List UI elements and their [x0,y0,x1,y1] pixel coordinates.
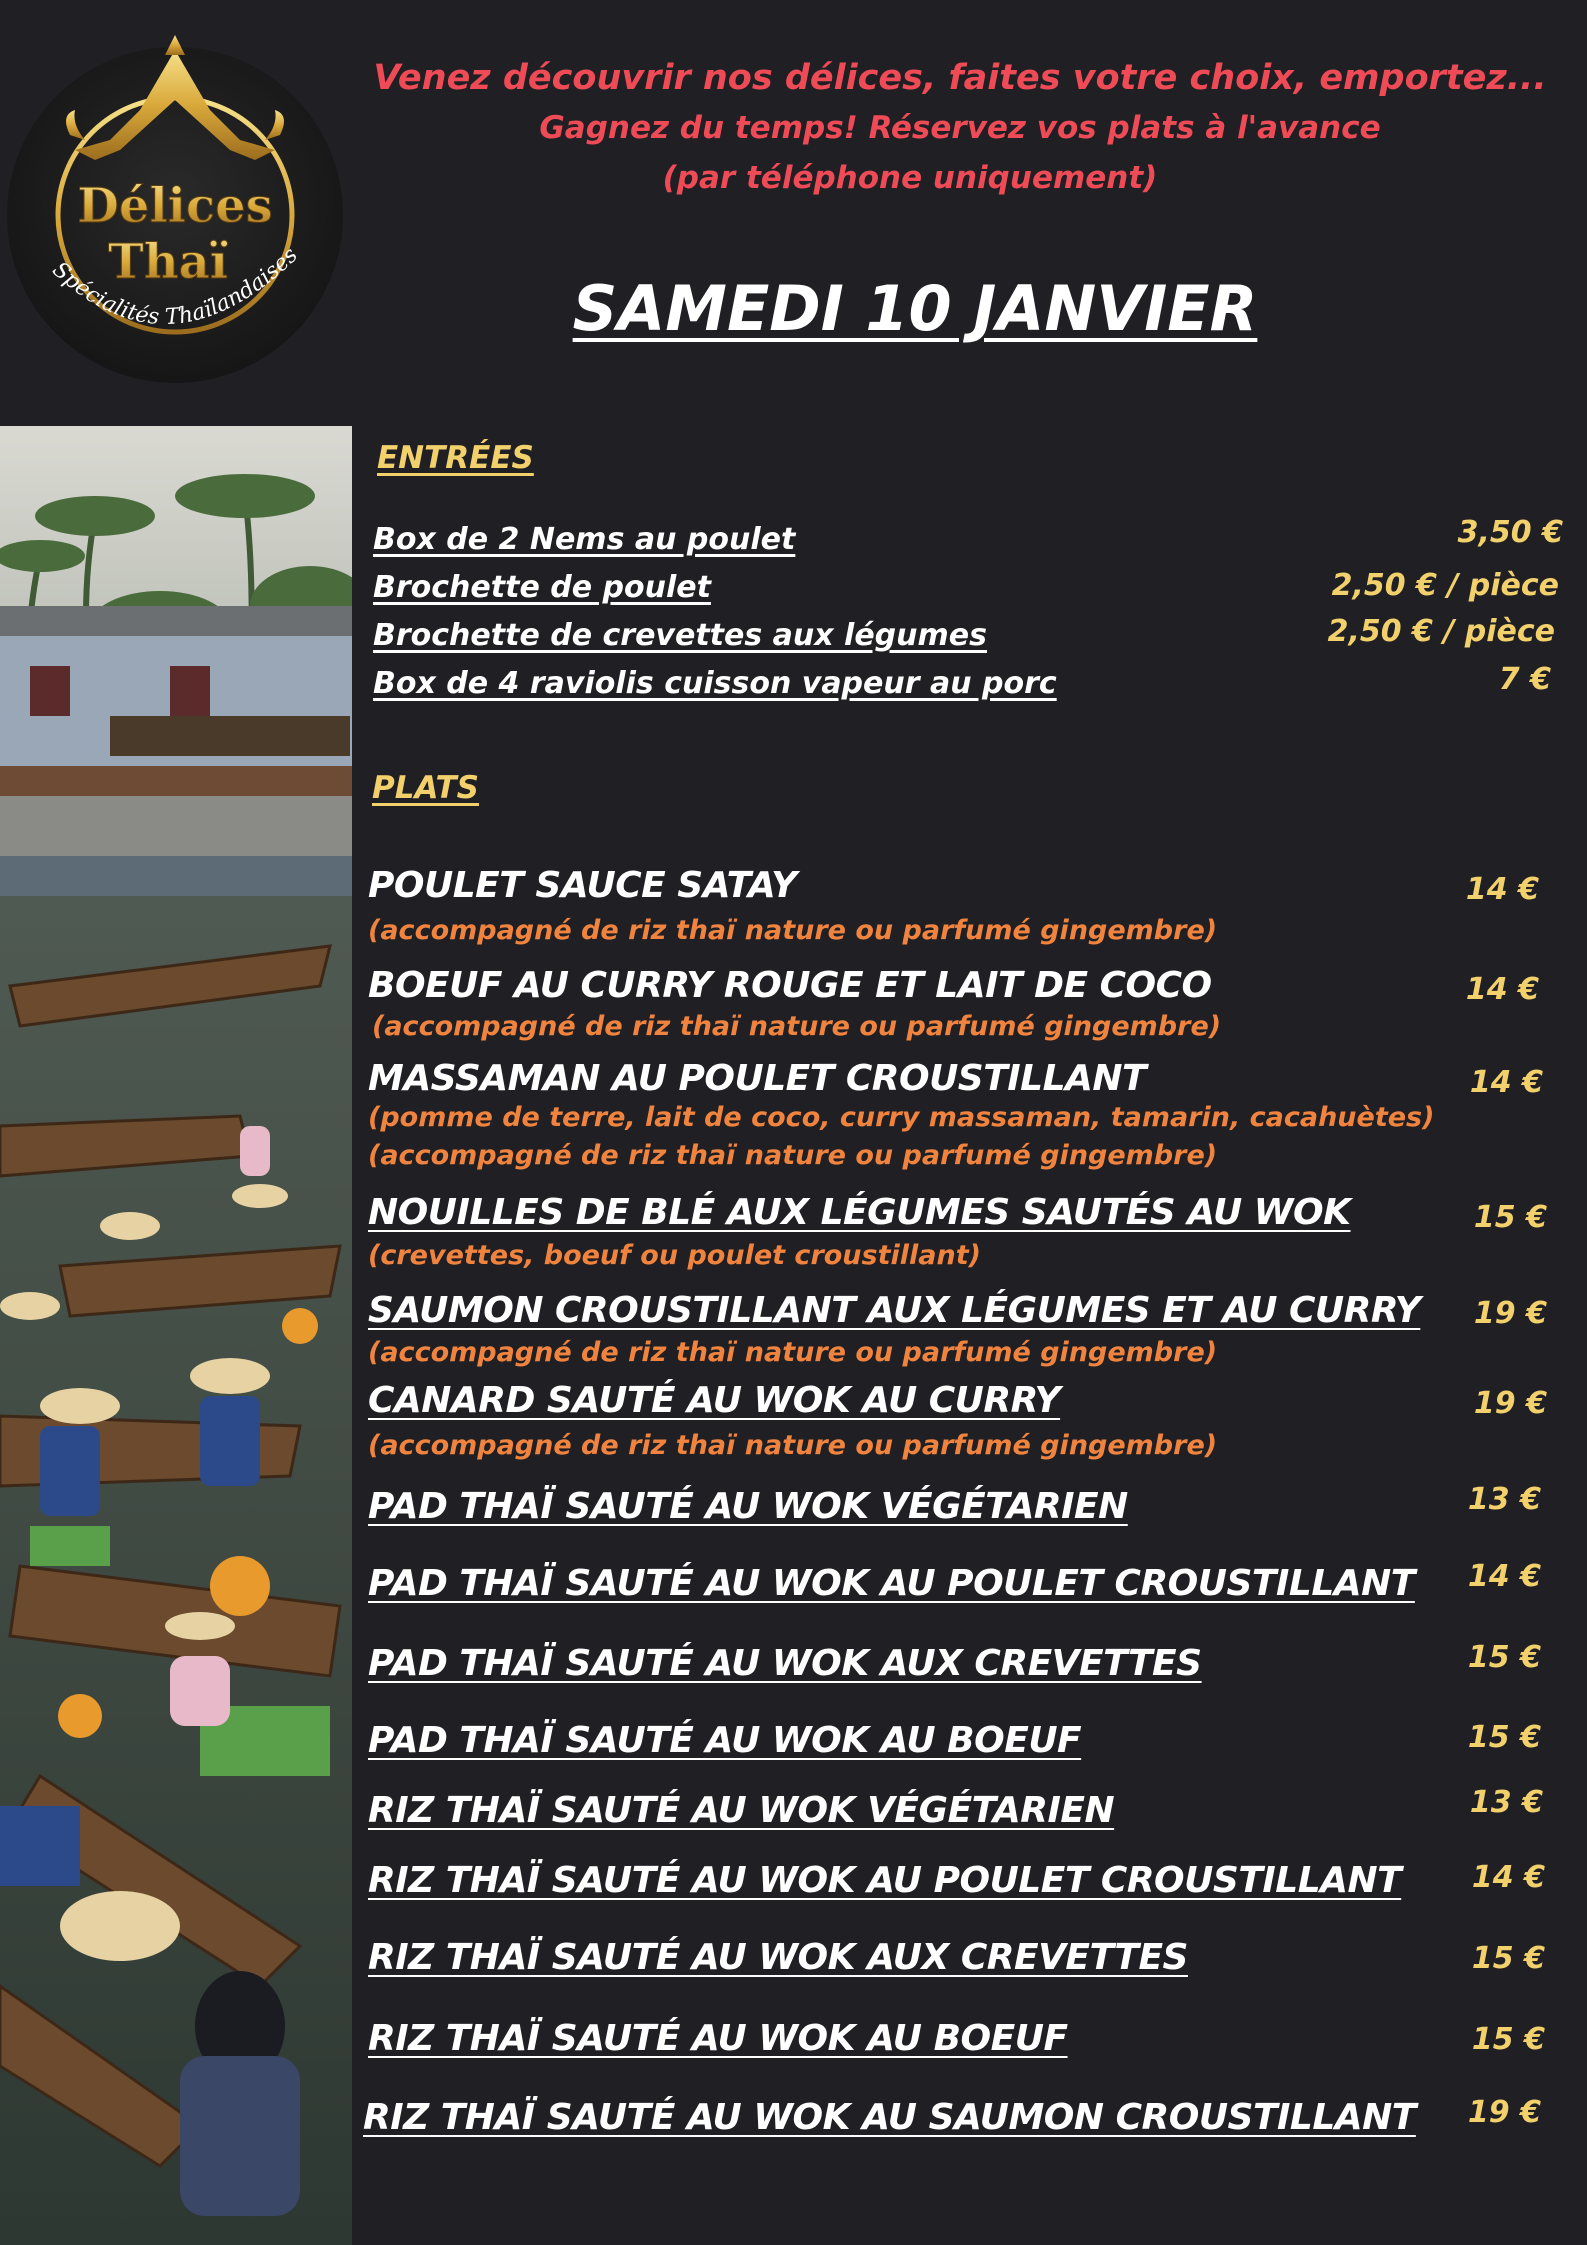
dish-note: (accompagné de riz thaï nature ou parfumé gingembre) [368,1430,1218,1461]
dish-price: 19 € [1473,1386,1547,1421]
dish-price: 13 € [1467,1482,1541,1517]
dish-note: (accompagné de riz thaï nature ou parfumé gingembre) [372,1011,1222,1042]
dish-name: RIZ THAÏ SAUTÉ AU WOK VÉGÉTARIEN [368,1790,1115,1831]
dish-price: 19 € [1467,2095,1541,2130]
section-title-mains: PLATS [372,770,479,806]
tagline-reserve: Gagnez du temps! Réservez vos plats à l'avance [539,110,1381,146]
section-title-starters: ENTRÉES [377,440,534,476]
starter-price: 2,50 € / pièce [1331,568,1559,603]
dish-price: 15 € [1471,1941,1545,1976]
dish-price: 19 € [1473,1296,1547,1331]
dish-price: 13 € [1469,1785,1543,1820]
dish-name: CANARD SAUTÉ AU WOK AU CURRY [368,1380,1061,1421]
logo-subtitle: Spécialités Thaïlandaises [47,242,303,331]
dish-name: PAD THAÏ SAUTÉ AU WOK AU POULET CROUSTILLANT [368,1563,1415,1604]
dish-name: NOUILLES DE BLÉ AUX LÉGUMES SAUTÉS AU WOK [368,1192,1351,1233]
tagline-discover: Venez découvrir nos délices, faites votre choix, emportez... [373,58,1547,98]
floating-market-image-icon [0,426,352,2245]
dish-name: BOEUF AU CURRY ROUGE ET LAIT DE COCO [368,965,1212,1006]
logo-name-line2: Thaï [108,234,228,290]
dish-name: RIZ THAÏ SAUTÉ AU WOK AU POULET CROUSTILLANT [368,1860,1402,1901]
dish-price: 14 € [1471,1860,1545,1895]
dish-note: (pomme de terre, lait de coco, curry massaman, tamarin, cacahuètes) [368,1102,1435,1133]
dish-price: 14 € [1465,872,1539,907]
dish-price: 15 € [1467,1720,1541,1755]
tagline-phone-only: (par téléphone uniquement) [662,160,1158,196]
dish-name: RIZ THAÏ SAUTÉ AU WOK AUX CREVETTES [368,1937,1188,1978]
dish-price: 15 € [1471,2022,1545,2057]
dish-price: 15 € [1467,1640,1541,1675]
starter-name: Box de 4 raviolis cuisson vapeur au porc [373,666,1057,701]
dish-name: PAD THAÏ SAUTÉ AU WOK AUX CREVETTES [368,1643,1202,1684]
starter-price: 7 € [1498,662,1551,697]
dish-name: PAD THAÏ SAUTÉ AU WOK VÉGÉTARIEN [368,1486,1128,1527]
dish-note: (accompagné de riz thaï nature ou parfumé gingembre) [368,915,1218,946]
dish-price: 14 € [1469,1065,1543,1100]
menu-date-title: SAMEDI 10 JANVIER [572,272,1258,345]
starter-name: Brochette de poulet [373,570,711,605]
logo-name-line1: Délices [77,178,273,234]
restaurant-logo [0,0,355,395]
dish-name: RIZ THAÏ SAUTÉ AU WOK AU BOEUF [368,2018,1068,2059]
dish-price: 15 € [1473,1200,1547,1235]
dish-name: POULET SAUCE SATAY [368,865,797,906]
dish-note: (accompagné de riz thaï nature ou parfumé gingembre) [368,1337,1218,1368]
dish-note: (crevettes, boeuf ou poulet croustillant) [368,1240,981,1271]
dish-price: 14 € [1465,972,1539,1007]
starter-name: Box de 2 Nems au poulet [373,522,796,557]
dish-name: PAD THAÏ SAUTÉ AU WOK AU BOEUF [368,1720,1082,1761]
dish-name: SAUMON CROUSTILLANT AUX LÉGUMES ET AU CURRY [368,1290,1421,1331]
starter-price: 2,50 € / pièce [1327,614,1555,649]
dish-note: (accompagné de riz thaï nature ou parfumé gingembre) [368,1140,1218,1171]
dish-name: RIZ THAÏ SAUTÉ AU WOK AU SAUMON CROUSTILLANT [363,2097,1416,2138]
starter-price: 3,50 € [1457,515,1563,550]
starter-name: Brochette de crevettes aux légumes [373,618,987,653]
dish-name: MASSAMAN AU POULET CROUSTILLANT [368,1058,1147,1099]
floating-market-photo [0,426,352,2245]
logo-emblem-icon [0,0,355,395]
dish-price: 14 € [1467,1559,1541,1594]
